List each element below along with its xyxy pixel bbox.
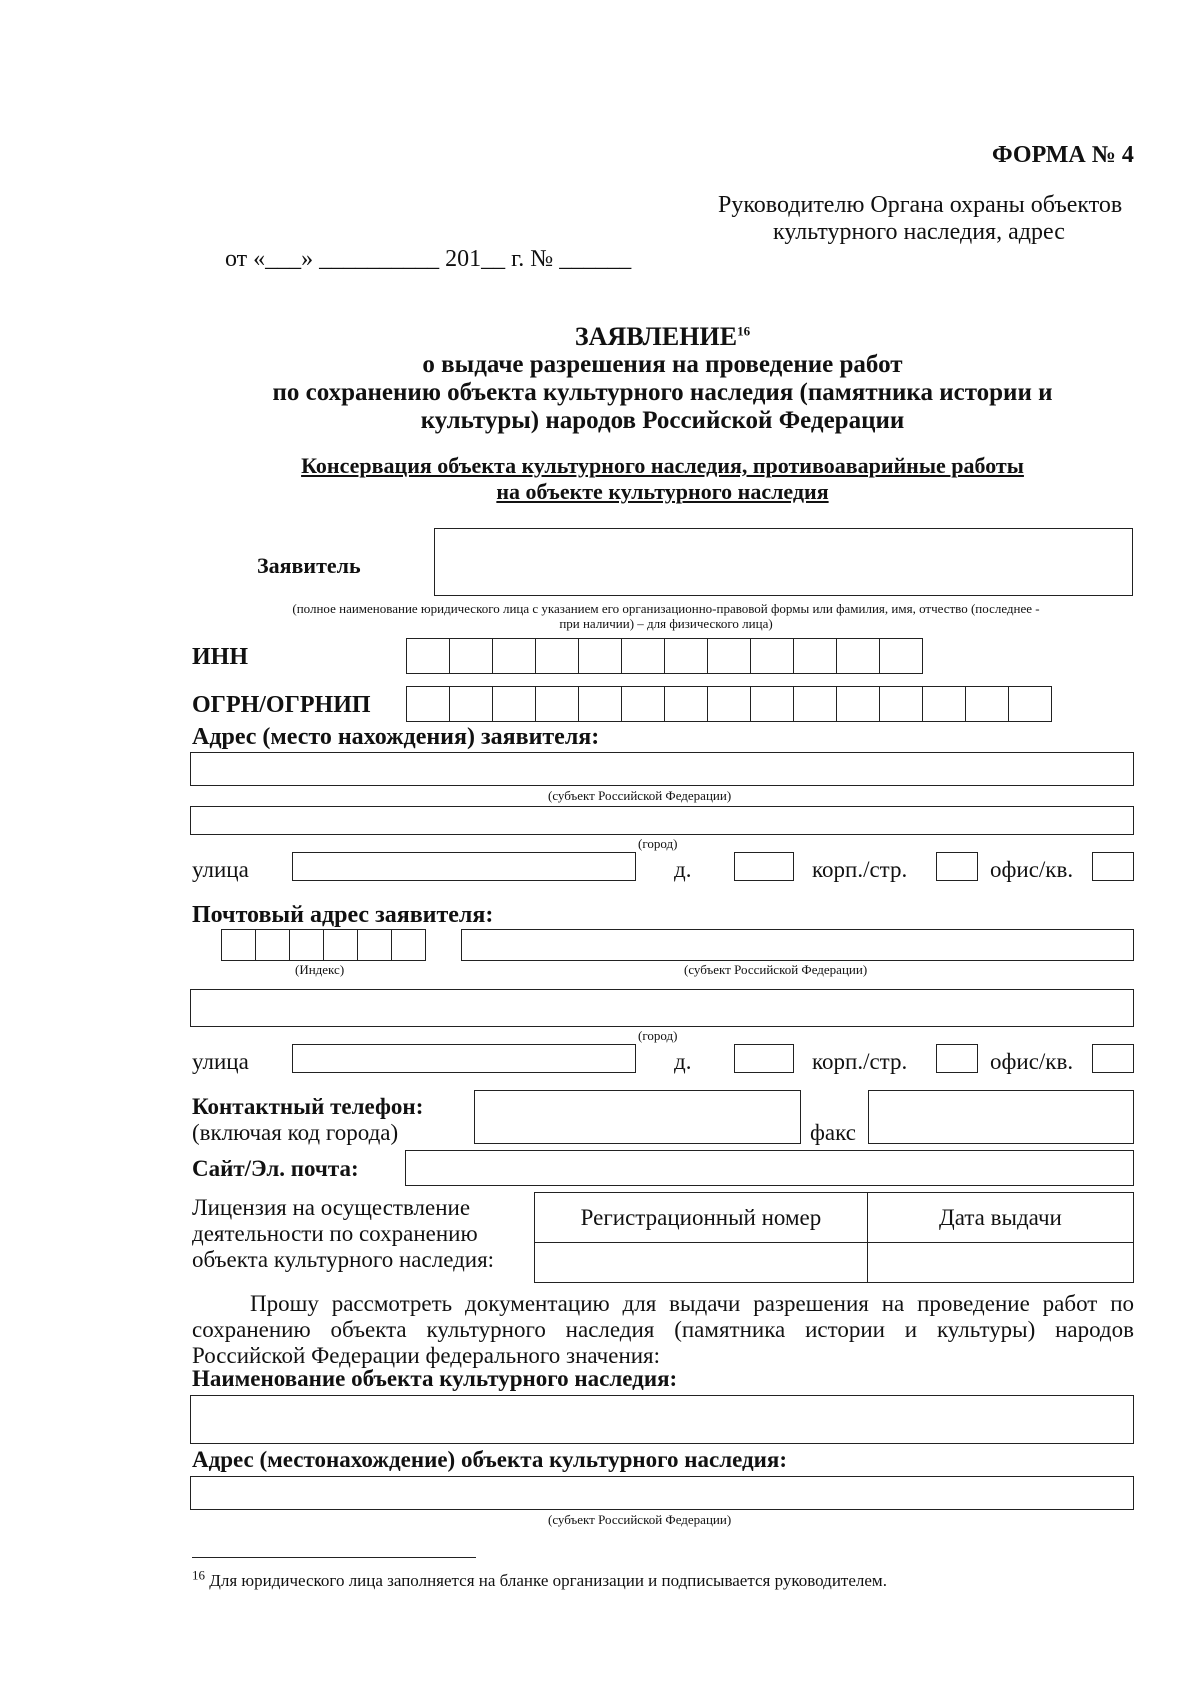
document-title: [0, 322, 1200, 352]
license-label-line-2: деятельности по сохранению: [192, 1221, 478, 1246]
address-office-field[interactable]: [1092, 852, 1134, 881]
address-house-label: д.: [674, 857, 692, 882]
title-footnote-ref: 16: [737, 323, 751, 339]
fax-field[interactable]: [868, 1090, 1134, 1144]
postal-building-field[interactable]: [936, 1044, 978, 1073]
date-line: от «___» __________ 201__ г. № ______: [225, 246, 632, 272]
license-col-issue-date: Дата выдачи: [867, 1193, 1133, 1243]
request-line-2: сохранению объекта культурного наследия (памятника истории и культуры) народов: [192, 1317, 1134, 1342]
applicant-hint-line-1: (полное наименование юридического лица с указанием его организационно-правовой формы или фамилия, имя, отчество (последнее -: [292, 601, 1040, 616]
request-paragraph: [192, 1291, 1134, 1369]
postal-subject-hint: (субъект Российской Федерации): [684, 962, 868, 977]
license-label-line-1: Лицензия на осуществление: [192, 1195, 471, 1220]
phone-label: Контактный телефон:: [192, 1094, 424, 1119]
form-number: ФОРМА № 4: [992, 142, 1134, 168]
address-office-label: офис/кв.: [990, 857, 1074, 882]
object-name-heading: Наименование объекта культурного наследия:: [192, 1366, 678, 1391]
postal-office-label: офис/кв.: [990, 1049, 1074, 1074]
address-building-label: корп./стр.: [812, 857, 908, 882]
license-col-reg-number: Регистрационный номер: [535, 1193, 868, 1243]
inn-label: ИНН: [192, 644, 249, 670]
footnote-number: 16: [192, 1567, 205, 1583]
title-line-1: о выдаче разрешения на проведение работ: [422, 351, 903, 378]
object-name-field[interactable]: [190, 1395, 1134, 1444]
postal-office-field[interactable]: [1092, 1044, 1134, 1073]
recipient-line-1: Руководителю Органа охраны объектов: [718, 192, 1123, 218]
footnote-divider: [192, 1557, 476, 1558]
postal-index-cells[interactable]: [221, 929, 426, 961]
ogrn-label: ОГРН/ОГРНИП: [192, 692, 371, 718]
subtitle-line-1: Консервация объекта культурного наследия, противоаварийные работы: [301, 453, 1024, 478]
request-line-1: Прошу рассмотреть документацию для выдачи разрешения на проведение работ по: [250, 1291, 1134, 1316]
address-heading: Адрес (место нахождения) заявителя:: [192, 724, 600, 750]
title-line-3: культуры) народов Российской Федерации: [420, 407, 905, 434]
address-building-field[interactable]: [936, 852, 978, 881]
applicant-name-field[interactable]: [434, 528, 1133, 596]
site-label: Сайт/Эл. почта:: [192, 1156, 359, 1181]
postal-heading: Почтовый адрес заявителя:: [192, 902, 494, 928]
license-issue-date-cell[interactable]: [867, 1243, 1133, 1283]
phone-hint: (включая код города): [192, 1120, 399, 1145]
phone-field[interactable]: [474, 1090, 801, 1144]
license-table: [534, 1192, 1134, 1283]
applicant-hint: [196, 601, 1136, 631]
address-house-field[interactable]: [734, 852, 794, 881]
postal-house-label: д.: [674, 1049, 692, 1074]
title-main: ЗАЯВЛЕНИЕ: [574, 322, 738, 351]
site-email-field[interactable]: [405, 1150, 1134, 1186]
postal-street-label: улица: [192, 1049, 249, 1074]
address-city-hint: (город): [638, 836, 678, 851]
footnote: [192, 1567, 887, 1591]
title-line-2: по сохранению объекта культурного наследия (памятника истории и: [272, 379, 1053, 406]
address-street-field[interactable]: [292, 852, 636, 881]
license-label-line-3: объекта культурного наследия:: [192, 1247, 495, 1272]
postal-city-hint: (город): [638, 1028, 678, 1043]
postal-index-hint: (Индекс): [295, 962, 345, 977]
address-subject-field[interactable]: [190, 752, 1134, 786]
object-address-heading: Адрес (местонахождение) объекта культурного наследия:: [192, 1447, 788, 1472]
postal-street-field[interactable]: [292, 1044, 636, 1073]
object-address-field[interactable]: [190, 1476, 1134, 1510]
inn-cells[interactable]: [406, 638, 923, 674]
recipient-line-2: культурного наследия, адрес: [773, 219, 1065, 245]
request-line-3: Российской Федерации федерального значения:: [192, 1343, 661, 1368]
license-reg-number-cell[interactable]: [535, 1243, 868, 1283]
subtitle-line-2: на объекте культурного наследия: [496, 479, 829, 504]
postal-city-field[interactable]: [190, 989, 1134, 1027]
applicant-hint-line-2: при наличии) – для физического лица): [559, 616, 773, 631]
fax-label: факс: [810, 1120, 856, 1145]
address-subject-hint: (субъект Российской Федерации): [548, 788, 732, 803]
footnote-text: Для юридического лица заполняется на бланке организации и подписывается руководителем.: [209, 1571, 887, 1590]
ogrn-cells[interactable]: [406, 686, 1052, 722]
postal-building-label: корп./стр.: [812, 1049, 908, 1074]
object-subject-hint: (субъект Российской Федерации): [548, 1512, 732, 1527]
postal-subject-field[interactable]: [461, 929, 1134, 961]
license-label: [192, 1195, 494, 1273]
postal-house-field[interactable]: [734, 1044, 794, 1073]
applicant-label: Заявитель: [257, 553, 361, 578]
address-street-label: улица: [192, 857, 249, 882]
address-city-field[interactable]: [190, 806, 1134, 835]
